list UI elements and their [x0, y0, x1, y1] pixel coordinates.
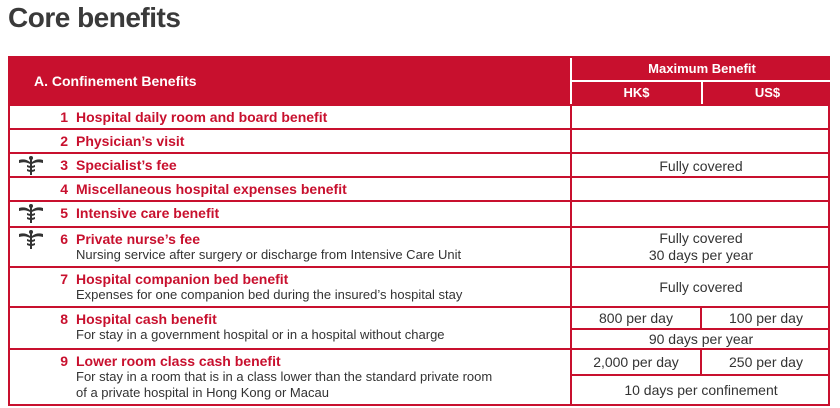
row-number: 5 [60, 205, 68, 221]
benefit-description: Nursing service after surgery or discharge from Intensive Care Unit [76, 247, 462, 262]
benefit-limit: 10 days per confinement [624, 382, 778, 398]
row-number: 9 [60, 353, 68, 369]
benefit-name: Miscellaneous hospital expenses benefit [76, 181, 347, 197]
table-header [10, 58, 828, 104]
table-row [10, 348, 828, 404]
section-header [10, 58, 570, 104]
row-number: 1 [60, 109, 68, 125]
caduceus-icon [18, 230, 44, 250]
row-number: 7 [60, 271, 68, 287]
benefit-name: Hospital companion bed benefit [76, 271, 289, 287]
benefit-name: Specialist’s fee [76, 157, 177, 173]
description-line: For stay in a room that is in a class lower than the standard private room [76, 369, 493, 384]
usd-value: 250 per day [729, 354, 803, 370]
benefit-name: Hospital cash benefit [76, 311, 217, 327]
benefit-name: Physician’s visit [76, 133, 185, 149]
row-number: 2 [60, 133, 68, 149]
benefit-name: Intensive care benefit [76, 205, 220, 221]
table-row [10, 266, 828, 306]
row-number: 4 [60, 181, 68, 197]
max-benefit-label: Maximum Benefit [572, 58, 832, 82]
benefits-table [8, 56, 830, 406]
fully-covered-merged-cell: Fully covered [570, 104, 830, 226]
benefit-name: Hospital daily room and board benefit [76, 109, 328, 125]
row-number: 6 [60, 231, 68, 247]
benefit-description [76, 369, 556, 401]
benefit-value: Fully covered [659, 230, 743, 246]
hkd-value: 2,000 per day [572, 350, 702, 374]
table-row [10, 226, 828, 266]
caduceus-icon [18, 156, 44, 176]
page-title: Core benefits [8, 2, 181, 33]
currency-usd-header: US$ [754, 85, 781, 100]
benefit-limit: 30 days per year [648, 247, 754, 263]
currency-hkd-header: HK$ [572, 82, 703, 104]
benefit-description: For stay in a government hospital or in a hospital without charge [76, 327, 445, 342]
table-row [10, 306, 828, 348]
section-label: A. Confinement Benefits [34, 73, 197, 89]
hkd-value: 800 per day [572, 308, 702, 328]
benefit-name: Private nurse’s fee [76, 231, 200, 247]
caduceus-icon [18, 204, 44, 224]
description-line: of a private hospital in Hong Kong or Macau [76, 385, 329, 400]
benefit-limit: 90 days per year [648, 331, 754, 347]
row-number: 3 [60, 157, 68, 173]
usd-value: 100 per day [729, 310, 803, 326]
benefit-value: Fully covered [659, 278, 743, 295]
max-benefit-header [570, 58, 832, 104]
benefit-name: Lower room class cash benefit [76, 353, 281, 369]
benefit-description: Expenses for one companion bed during the insured’s hospital stay [76, 287, 463, 302]
row-number: 8 [60, 311, 68, 327]
